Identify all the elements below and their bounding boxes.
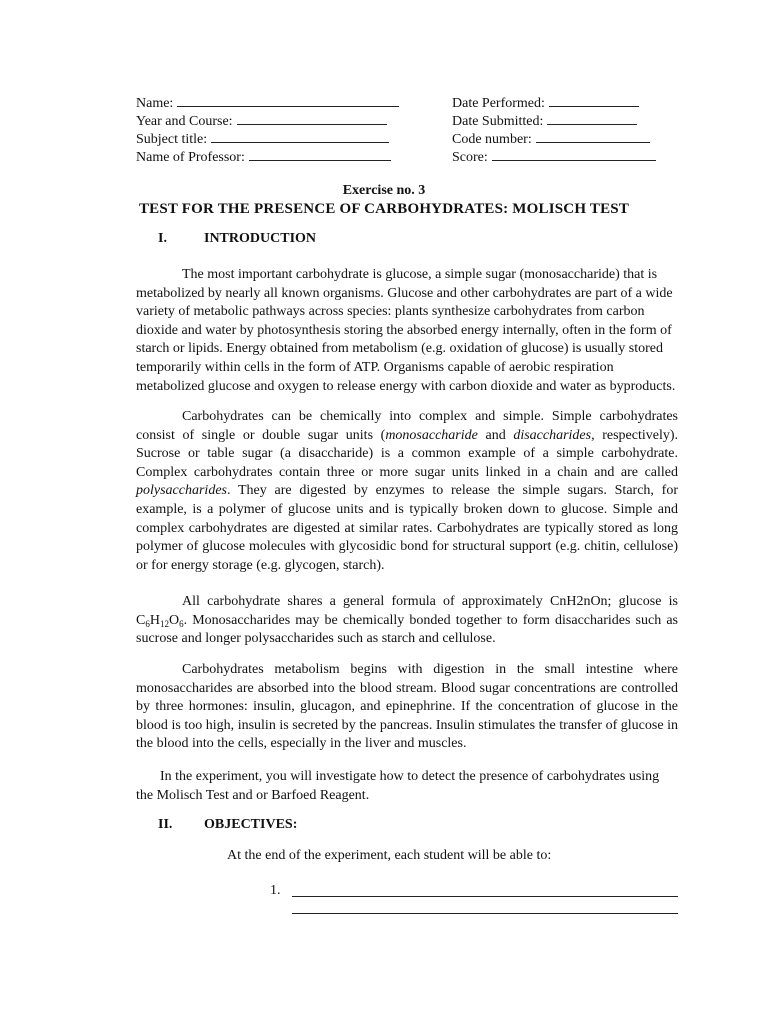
- p2-text-a: Carbohydrates can be chemically into complex and simple. Simple carbohydrates consist of single or double sugar units (: [136, 409, 678, 443]
- year-course-field: [136, 112, 387, 131]
- formula-h: H: [149, 612, 160, 628]
- date-submitted-label: Date Submitted:: [452, 114, 544, 129]
- score-field: [452, 148, 656, 167]
- term-disaccharides: disaccharides: [513, 427, 592, 443]
- p3-text-a: All carbohydrate shares a general formula of approximately CnH2nOn; glucose is C: [136, 594, 678, 628]
- exercise-number: Exercise no. 3: [342, 183, 426, 198]
- professor-label: Name of Professor:: [136, 150, 245, 165]
- subscript-6-b: 6: [179, 618, 184, 629]
- p2-text-and: and: [477, 427, 514, 443]
- objectives-heading: [158, 817, 297, 833]
- subscript-12: 12: [159, 618, 169, 629]
- year-course-blank[interactable]: [237, 112, 387, 125]
- objective-answer-line-1[interactable]: [292, 896, 678, 897]
- p2-text-b: , respectively). Sucrose or table sugar (a disaccharide) is a common example of a simple carbohydrate. Complex carbohydrates contain three or more sugar units linked in a chain and are called: [136, 427, 678, 480]
- section-number: II.: [158, 817, 173, 832]
- code-number-field: [452, 130, 650, 149]
- date-performed-blank[interactable]: [549, 94, 639, 107]
- code-number-blank[interactable]: [536, 130, 650, 143]
- exercise-title: TEST FOR THE PRESENCE OF CARBOHYDRATES: MOLISCH TEST: [138, 201, 630, 217]
- professor-blank[interactable]: [249, 148, 391, 161]
- name-field: [136, 94, 399, 113]
- intro-paragraph-3: [136, 593, 678, 649]
- intro-paragraph-4: Carbohydrates metabolism begins with digestion in the small intestine where monosaccharides are absorbed into the blood stream. Blood sugar concentrations are controlled by three hormones: insulin, glucagon, and epinephrine. If the concentration of glucose in the blood is too high, insulin is secreted by the pancreas. Insulin stimulates the transfer of glucose in the blood into the cells, especially in the liver and muscles.: [136, 662, 678, 752]
- formula-o: O: [168, 612, 180, 628]
- code-number-label: Code number:: [452, 132, 532, 147]
- p2-text-c: . They are digested by enzymes to release the simple sugars. Starch, for example, is a polymer of glucose units and is typically broken down to glucose. Simple and complex carbohydrates are digested at similar rates. Carbohydrates are typically stored as long polymer of glucose molecules with glycosidic bond for structural support (e.g. chitin, cellulose) or for energy storage (e.g. glycogen, starch).: [136, 483, 678, 573]
- objective-answer-line-2[interactable]: [292, 913, 678, 914]
- section-number: I.: [158, 231, 167, 246]
- objectives-intro: At the end of the experiment, each student will be able to:: [227, 848, 552, 863]
- objective-item-number: 1.: [270, 883, 281, 898]
- name-blank[interactable]: [177, 94, 399, 107]
- intro-paragraph-2: [136, 408, 678, 575]
- intro-paragraph-5: In the experiment, you will investigate how to detect the presence of carbohydrates using the Molisch Test and or Barfoed Reagent.: [136, 769, 660, 803]
- introduction-heading: [158, 231, 316, 247]
- date-performed-label: Date Performed:: [452, 96, 545, 111]
- intro-paragraph-1: The most important carbohydrate is glucose, a simple sugar (monosaccharide) that is metabolized by nearly all known organisms. Glucose and other carbohydrates are part of a wide variety of metabolic pathways across species: plants synthesize carbohydrates from carbon dioxide and water by photosynthesis storing the absorbed energy internally, often in the form of starch or lipids. Energy obtained from metabolism (e.g. oxidation of glucose) is usually stored temporarily within cells in the form of ATP. Organisms capable of aerobic respiration metabolized glucose and oxygen to release energy with carbon dioxide and water as byproducts.: [136, 267, 676, 394]
- date-submitted-field: [452, 112, 637, 131]
- subject-title-blank[interactable]: [211, 130, 389, 143]
- year-course-label: Year and Course:: [136, 114, 233, 129]
- section-title: INTRODUCTION: [204, 231, 317, 246]
- date-performed-field: [452, 94, 639, 113]
- term-monosaccharide: monosaccharide: [385, 427, 478, 443]
- name-label: Name:: [136, 96, 174, 111]
- professor-field: [136, 148, 391, 167]
- term-polysaccharides: polysaccharides: [136, 483, 227, 499]
- score-blank[interactable]: [492, 148, 656, 161]
- score-label: Score:: [452, 150, 488, 165]
- date-submitted-blank[interactable]: [547, 112, 637, 125]
- subscript-6: 6: [145, 618, 150, 629]
- subject-title-label: Subject title:: [136, 132, 208, 147]
- section-title: OBJECTIVES:: [204, 817, 298, 832]
- subject-title-field: [136, 130, 389, 149]
- p3-text-b: . Monosaccharides may be chemically bonded together to form disaccharides such as sucrose and longer polysaccharides such as starch and cellulose.: [136, 612, 678, 647]
